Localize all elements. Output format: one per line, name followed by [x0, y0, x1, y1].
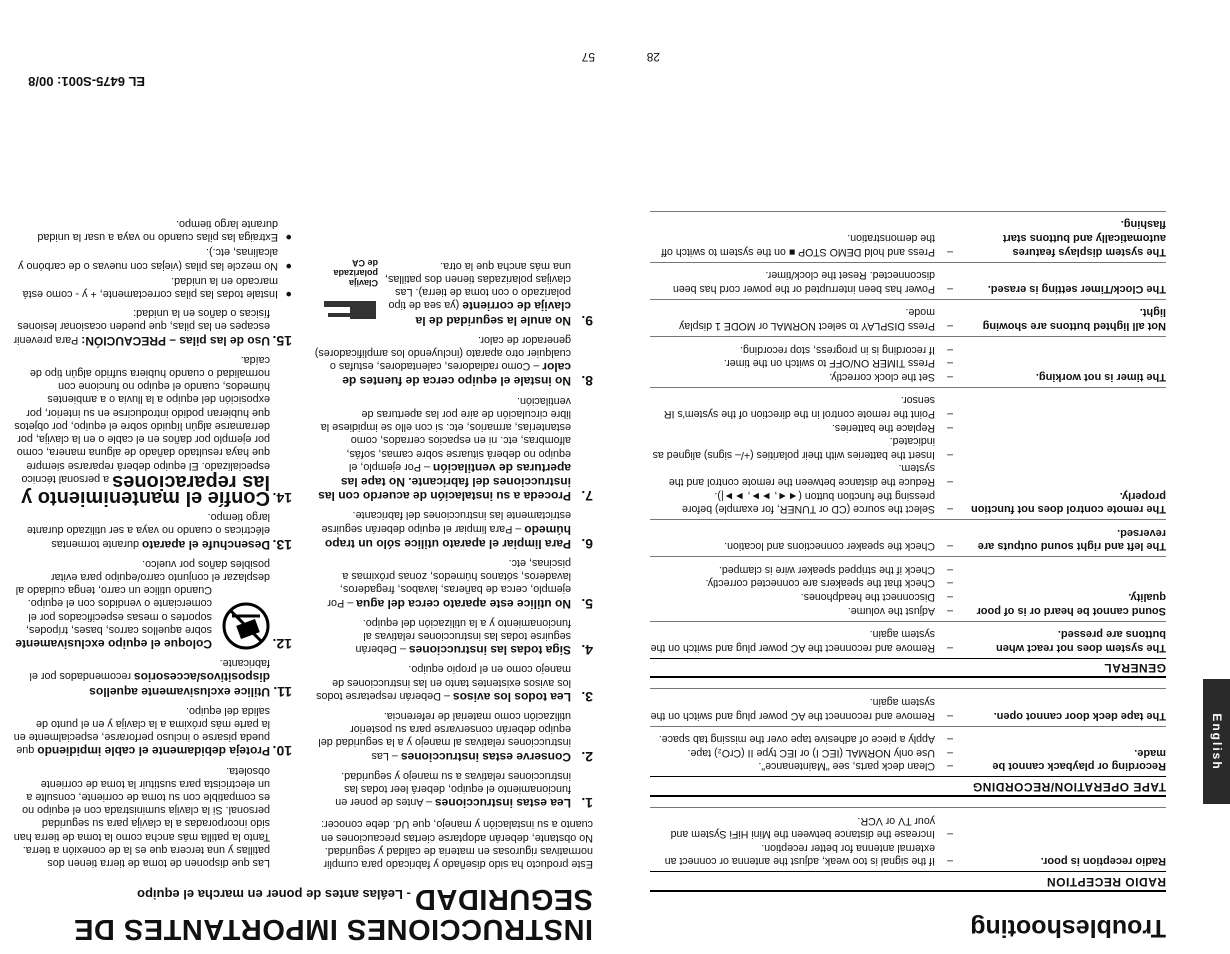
item-text: Las que disponen de toma de tierra tienen dos patillas y una tercera que es la de conexión a tierra. Tanto la patilla más ancha como la toma de tierra han sido incorporadas a la clavija para su seguridad personal. Si la clavija suministrada con el equipo no es compatible con su toma de corriente, consulte a un electricista para sustituir la toma de corriente obsoleta.: [13, 764, 270, 869]
solution-line: [650, 603, 953, 617]
table-row: [650, 621, 1166, 658]
table-row: [650, 556, 1166, 620]
page-number: 57: [581, 50, 595, 64]
item-text: – Como radiadores, calentadores, estufas o cualquier otro aparato (incluyendo los amplificadores) generador de calor.: [314, 333, 571, 373]
cart-warning-figure: [218, 598, 270, 650]
troubleshooting-table: [650, 211, 1166, 902]
dash-marker: –: [947, 828, 953, 841]
section-heading: GENERAL: [650, 658, 1166, 679]
item-number: 4.: [581, 642, 593, 659]
safety-item: [314, 556, 593, 610]
item-heading: Utilice exclusivamente aquellos dispositivos/accesorios: [89, 670, 270, 699]
table-row: [650, 688, 1166, 725]
item-number: 2.: [581, 748, 593, 765]
solution-line: [650, 759, 953, 773]
table-row: [650, 726, 1166, 777]
solution-text: If recording is in progress, stop recording.: [740, 343, 935, 356]
item-text: sobre aquellos carros, bases, trípodes, soportes o mesas especificados por el comerciante o vendidos con el equipo. Cuando utilice un carro, tenga cuidado al desplazar el conjunto carro/equipo para evitar posibles daños por vuelco.: [15, 557, 270, 636]
bullet-marker: ●: [285, 288, 292, 301]
problem-cell: The remote control does not function properly.: [971, 489, 1166, 516]
item-heading: No utilice este aparato cerca del agua: [356, 596, 571, 611]
table-row: [650, 299, 1166, 336]
solution-cell: [650, 627, 953, 654]
intro-paragraph: Este producto ha sido diseñado y fabricado para cumplir normativas rigurosas en materia de calidad y seguridad. No obstante, deberán adoptarse ciertas precauciones en cuanto a su instalación y manejo, que Ud. debe conocer:: [321, 818, 593, 870]
dash-marker: –: [947, 245, 953, 258]
solution-text: Point the remote control in the direction of the system's IR sensor.: [663, 394, 935, 420]
item-heading: Proceda a su instalación de acuerdo con las instrucciones del fabricante. No tape las aperturas de ventilación: [318, 460, 571, 504]
safety-item: [314, 508, 593, 550]
solution-cell: [650, 268, 953, 295]
safety-item: [314, 616, 593, 657]
dash-marker: –: [947, 641, 953, 654]
solution-text: Check the speaker connections and location.: [724, 540, 935, 553]
item-number: 6.: [581, 535, 593, 552]
item-number: 14.: [272, 489, 292, 506]
safety-item: [314, 333, 593, 388]
problem-cell: The left and right sound outputs are reversed.: [977, 526, 1166, 553]
solution-text: Check that the speakers are connected correctly.: [705, 577, 935, 590]
table-row: [650, 519, 1166, 556]
solution-text: Power has been interrupted or the power cord has been disconnected. Reset the clock/timer.: [672, 269, 935, 295]
item-text: – Las instrucciones relativas al manejo y a la seguridad del equipo deberán conservarse para su posterior utilización como material de referencia.: [318, 709, 571, 762]
safety-item: [13, 557, 292, 650]
dash-marker: –: [947, 746, 953, 759]
solution-cell: [650, 217, 953, 258]
solution-line: [650, 342, 953, 356]
item-body: [13, 763, 270, 870]
safety-subtitle: - Leálas antes de poner en marcha el equipo: [137, 887, 415, 902]
item-body: [13, 656, 270, 698]
dash-marker: –: [947, 760, 953, 773]
item-heading: Conserve estas instrucciones: [400, 749, 571, 764]
section-heading: RADIO RECEPTION: [650, 871, 1166, 892]
dash-marker: –: [947, 604, 953, 617]
solution-text: Reduce the distance between the remote control and the system.: [668, 462, 935, 488]
document-code: EL 6475-S001: 00/8: [28, 74, 145, 89]
item-body: [314, 616, 571, 657]
battery-bullet: [13, 245, 292, 271]
item-heading: Para limpiar el aparato utilice sólo un trapo húmedo: [324, 522, 571, 551]
item-number: 12.: [272, 635, 292, 652]
solution-text: Press DISPLAY to select NORMAL or MODE 1 display mode.: [679, 306, 935, 332]
dash-marker: –: [947, 709, 953, 722]
solution-text: Select the source (CD or TUNER, for example) before pressing the function button (◄◄, ►►, ►►|).: [682, 489, 935, 516]
problem-cell: The timer is not working.: [1035, 370, 1166, 383]
safety-title-highlight: SEGURIDAD: [414, 883, 593, 915]
problem-cell: The tape deck door cannot open.: [993, 709, 1166, 722]
item-heading: Desenchufe el aparato: [141, 537, 270, 552]
solution-text: Set the clock correctly.: [829, 370, 935, 383]
plug-caption: Clavija: [348, 278, 378, 289]
problem-cell: Sound cannot be heard or is of poor quality.: [976, 591, 1166, 617]
item-text: que pueda pisarse o incluso perforarse, especialmente en la parte más próxima a la clavija y en el punto de salida del equipo.: [13, 704, 270, 757]
solution-line: [650, 694, 953, 721]
polarized-plug-figure: [314, 258, 378, 326]
language-tab: [1203, 679, 1230, 804]
item-text: – Deberán respetarse todos los avisos existentes tanto en las instrucciones de manejo como en el propio equipo.: [316, 663, 571, 702]
problem-cell: Not all lighted buttons are showing light.: [982, 306, 1166, 332]
solution-line: [650, 393, 953, 420]
dash-marker: –: [947, 282, 953, 295]
solution-cell: [650, 562, 953, 616]
solution-cell: [650, 525, 953, 552]
dash-marker: –: [947, 320, 953, 332]
item-number: 7.: [581, 488, 593, 505]
item-body: [13, 704, 270, 758]
problem-cell: Recording or playback cannot be made.: [992, 746, 1166, 773]
solution-line: [650, 369, 953, 383]
plug-caption: polarizada: [333, 268, 378, 279]
table-row: [650, 387, 1166, 519]
item-heading: Coloque el equipo exclusivamente: [15, 636, 212, 651]
solution-text: Press TIMER ON/OFF to switch on the timer.: [723, 357, 935, 370]
item-text: – Deberán seguirse todas las instrucciones relativas al funcionamiento y a la utilización del equipo.: [355, 616, 571, 656]
safety-column-2: [13, 215, 292, 870]
dash-marker: –: [947, 421, 953, 434]
solution-line: [650, 305, 953, 332]
bullet-text: No mezcle las pilas (viejas con nuevas o de carbóno y alcalinas, etc.).: [18, 246, 278, 272]
solution-line: [650, 434, 953, 461]
dash-marker: –: [947, 563, 953, 576]
item-number: 8.: [581, 373, 593, 390]
solution-line: [650, 488, 953, 515]
section-heading: TAPE OPERATION/RECORDING: [650, 776, 1166, 797]
battery-bullet: [13, 217, 292, 243]
item-body: [314, 556, 571, 610]
item-number: 11.: [273, 683, 292, 700]
item-body: [13, 306, 270, 347]
item-body: [13, 353, 270, 509]
safety-item: [13, 306, 292, 347]
solution-line: [650, 813, 953, 840]
item-text: – Para limpiar el equipo deberán seguirse estrictamente las instrucciones del fabricante.: [321, 509, 571, 535]
problem-cell: Radio reception is poor.: [1040, 855, 1166, 868]
solution-text: Disconnect the headphones.: [800, 591, 935, 604]
language-tab-label: English: [1210, 713, 1224, 771]
plug-caption: de CA: [351, 258, 378, 269]
solution-line: [650, 539, 953, 553]
safety-column-1: [314, 215, 593, 870]
dash-marker: –: [947, 343, 953, 356]
solution-text: Insert the batteries with their polarities (+/– signs) aligned as indicated.: [652, 435, 935, 461]
dash-marker: –: [947, 577, 953, 590]
table-row: [650, 807, 1166, 871]
safety-item: [13, 353, 292, 509]
safety-title-prefix: INSTRUCCIONES IMPORTANTES DE: [73, 913, 593, 945]
solution-text: Replace the batteries.: [831, 421, 935, 434]
safety-item: [314, 394, 593, 503]
page-number: 28: [646, 50, 660, 64]
item-number: 10.: [272, 743, 292, 760]
plug-icon: [318, 293, 378, 327]
item-number: 5.: [581, 595, 593, 612]
item-body: [314, 769, 571, 810]
page-title: Troubleshooting: [970, 914, 1166, 942]
item-number: 13.: [272, 536, 292, 553]
item-number: 3.: [581, 688, 593, 705]
item-body: [314, 508, 571, 550]
safety-item: [13, 510, 292, 551]
solution-cell: [650, 813, 953, 867]
dash-marker: –: [947, 503, 953, 516]
solution-line: [650, 840, 953, 867]
item-heading: Uso de las pilas – PRECAUCIÓN:: [81, 333, 270, 348]
solution-line: [650, 576, 953, 590]
item-body: [314, 709, 571, 763]
item-text: (ya sea de tipo polarizado o con toma de tierra). Las clavijas polarizadas tienen dos patillas, una más ancha que la otra.: [384, 259, 571, 312]
bullet-marker: ●: [285, 259, 292, 272]
safety-item: [314, 256, 593, 329]
bullet-text: Extraiga las pilas cuando no vaya a usar la unidad durante largo tiempo.: [37, 218, 278, 244]
solution-line: [650, 268, 953, 295]
solution-text: Increase the distance between the Mini HiFi System and your TV or VCR.: [670, 814, 935, 841]
item-text: a personal técnico especializado. El equipo deberá repararse siempre que haya resultado dañado de alguna manera, como por ejemplo por daños en el cable o en la clavija, por derramarse algún líquido sobre el equipo, por objetos que hubieran podido introducirse en su interior, por exposición del equipo a la lluvia o a ambientes húmedos, cuando el equipo no funcione con normalidad o cuando hubiera sufrido algún tipo de caída.: [14, 353, 270, 485]
item-body: [314, 256, 571, 326]
solution-text: Adjust the volume.: [847, 604, 935, 617]
item-text: – Antes de poner en funcionamiento el equipo, deberá leer todas las instrucciones relativas a su manejo y seguridad.: [335, 769, 571, 809]
item-heading: No instale el equipo cerca de fuentes de calor: [342, 360, 571, 389]
solution-cell: [650, 305, 953, 332]
item-heading: Siga todas las instrucciones: [408, 643, 571, 658]
solution-line: [650, 590, 953, 604]
table-row: [650, 336, 1166, 387]
safety-columns: [13, 215, 593, 870]
safety-item: [13, 704, 292, 758]
dash-marker: –: [947, 357, 953, 370]
safety-item: [13, 763, 292, 870]
item-text: durante tormentas eléctricas o cuando no vaya a ser utilizado durante largo tiempo.: [26, 511, 270, 550]
table-row: [650, 211, 1166, 262]
problem-cell: The system does not react when buttons are pressed.: [996, 628, 1166, 654]
solution-text: Clean deck parts, see "Maintenance".: [758, 760, 935, 773]
item-number: 9.: [581, 312, 593, 329]
item-body: [13, 510, 270, 551]
solution-cell: [650, 342, 953, 383]
item-body: [314, 394, 571, 503]
solution-line: [650, 420, 953, 434]
troubleshooting-page: [630, 0, 1230, 954]
problem-cell: The Clock/Timer setting is erased.: [987, 282, 1166, 295]
solution-text: Remove and reconnect the AC power plug and switch on the system again.: [650, 628, 935, 654]
battery-bullet: [13, 274, 292, 300]
dash-marker: –: [947, 591, 953, 604]
item-text: – Por ejemplo, cerca de bañeras, lavabos, fregaderos, lavaderos, sótanos húmedos, zonas próximas a piscinas, etc.: [327, 556, 571, 609]
table-row: [650, 262, 1166, 299]
item-text: – Por ejemplo, el equipo no deberá situarse sobre camas, sofás, alfombras, etc. ni en espacios cerrados, como estanterías, armarios, etc. si con ello se impidiese la libre circulación de aire por las aperturas de ventilación.: [320, 394, 571, 473]
solution-line: [650, 230, 953, 257]
item-heading: Lea todos los avisos: [452, 689, 571, 704]
solution-line: [650, 461, 953, 488]
item-body: [13, 557, 270, 650]
solution-line: [650, 732, 953, 746]
item-number: 1.: [581, 795, 593, 812]
safety-item: [314, 662, 593, 703]
bullet-marker: ●: [285, 231, 292, 244]
item-heading: Lea estas instrucciones: [434, 796, 571, 811]
solution-text: Remove and reconnect the AC power plug and switch on the system again.: [650, 696, 935, 722]
item-body: [314, 662, 571, 703]
dash-marker: –: [947, 855, 953, 868]
item-body: [314, 333, 571, 388]
dash-marker: –: [947, 475, 953, 488]
item-number: 15.: [272, 332, 292, 349]
safety-title: [13, 879, 593, 944]
item-text: Para prevenir escapes en las pilas, que pueden ocasionar lesiones físicas o daños en la unidad:: [13, 307, 270, 346]
item-heading: No anule la seguridad de la clavija de corriente: [415, 299, 571, 328]
solution-cell: [650, 393, 953, 515]
dash-marker: –: [947, 448, 953, 461]
solution-line: [650, 356, 953, 370]
solution-cell: [650, 694, 953, 721]
item-text: recomendados por el fabricante.: [29, 657, 270, 683]
bullet-text: Instale todas las pilas correctamente, + y - como está marcado en la unidad.: [22, 274, 278, 301]
cart-tipover-icon: [222, 602, 270, 650]
solution-line: [650, 627, 953, 654]
solution-text: Check if the stripped speaker wire is clamped.: [718, 563, 935, 576]
safety-item: [314, 769, 593, 810]
solution-cell: [650, 732, 953, 773]
solution-text: Use only NORMAL (IEC I) or IEC type II (CrO₂) tape.: [687, 746, 935, 759]
safety-item: [13, 656, 292, 698]
dash-marker: –: [947, 370, 953, 383]
solution-line: [650, 745, 953, 759]
safety-item: [314, 709, 593, 763]
dash-marker: –: [947, 733, 953, 746]
dash-marker: –: [947, 540, 953, 553]
solution-text: Press and hold DEMO STOP ■ on the system to switch off the demonstration.: [661, 232, 935, 258]
item-heading: Confíe el mantenimiento y las reparaciones: [21, 470, 270, 509]
solution-line: [650, 562, 953, 576]
dash-marker: –: [947, 407, 953, 420]
item-number: [270, 763, 292, 870]
problem-cell: The system displays features automatically and buttons start flashing.: [1002, 218, 1166, 258]
solution-text: If the signal is too weak, adjust the antenna or connect an external antenna for better reception.: [664, 841, 935, 868]
solution-text: Apply a piece of adhesive tape over the missing tab space.: [658, 733, 935, 746]
item-heading: Proteja debidamente el cable impidiendo: [37, 744, 270, 759]
